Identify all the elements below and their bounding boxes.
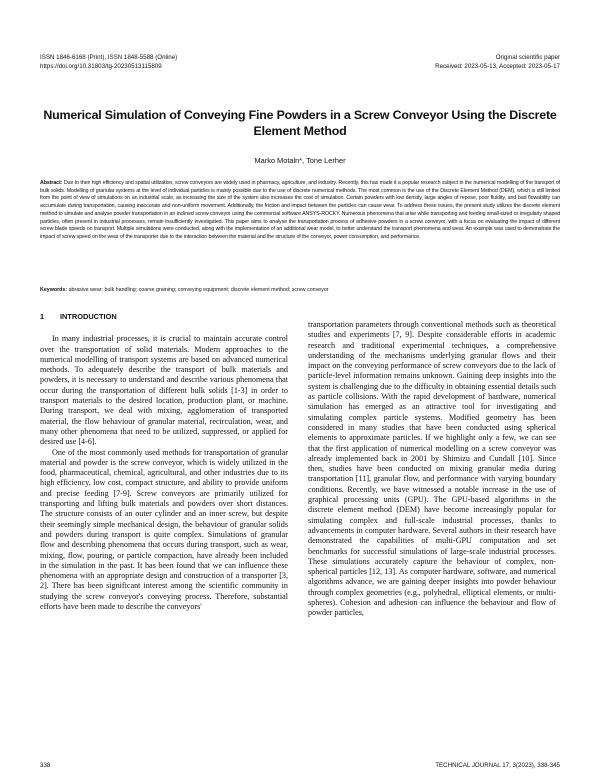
paper-type: Original scientific paper [495, 54, 560, 61]
intro-paragraph-1: In many industrial processes, it is crucial to maintain accurate control over the transportation of solid materials. Modern approaches to the numerical modelling of transport systems are based on advanced numerical methods. To adequately describe the transport of bulk materials and powders, it is necessary to understand and describe various phenomena that occur during the transportation of different bulk solids [1-3] in order to transport materials to the desired location, production plant, or machine. During transport, we deal with mixing, agglomeration of transported material, the flow behaviour of granular material, recirculation, wear, and many other phenomena that need to be utilized, suppressed, or applied for desired use [4-6]. [40, 334, 288, 447]
section-title: INTRODUCTION [60, 312, 117, 321]
section-number: 1 [40, 312, 45, 321]
keywords-label: Keywords: [40, 287, 68, 293]
section-heading [40, 312, 288, 322]
intro-paragraph-2: One of the most commonly used methods for transportation of granular material and powder is the screw conveyor, which is widely utilized in the food, pharmaceutical, chemical, agricultural, and other industries due to its high efficiency, low cost, compact structure, and ability to provide uniform and precise feeding [7-9]. Screw conveyors are primarily utilized for transporting and lifting bulk materials and powders over short distances. The structure consists of an outer cylinder and an inner screw, but despite their seemingly simple mechanical design, the behaviour of granular solids and powders during transport is quite complex. Simulations of granular flow and describing phenomena that occurs during transport, such as wear, mixing, flow, pouring, or particle compaction, have already been included in the simulation in the past. It has been found that we can influence these phenomena with an appropriate design and construction of a transporter [3, 2]. There has been significant interest among the scientific community in studying the screw conveyor's conveying process. Therefore, substantial efforts have been made to describe the conveyors' [40, 447, 288, 612]
keywords [40, 286, 560, 294]
keywords-text: abrasive wear; bulk handling; coarse graining; conveying equipment; discrete element method; screw conveyor [68, 287, 329, 293]
doi-link[interactable]: https://doi.org/10.31803/tg-20230513115809 [40, 63, 162, 70]
abstract [40, 180, 560, 242]
right-column [308, 320, 556, 782]
abstract-label: Abstract: [40, 180, 63, 186]
journal-citation: TECHNICAL JOURNAL 17, 3(2023), 338-345 [435, 762, 560, 769]
received-accepted-dates: Received: 2023-05-13, Accepted: 2023-05-17 [435, 63, 560, 70]
intro-paragraph-continued: transportation parameters through conventional methods such as theoretical studies and experiments [7, 9]. Despite considerable efforts in academic research and traditional experimental techniques, a comprehensive understanding of the mechanisms underlying granular flows and their impact on the conveying performance of screw conveyors due to the lack of particle-level information remains unknown. Gaining deep insights into the system is challenging due to the difficulty in obtaining essential details such as particle collisions. With the rapid development of hardware, numerical simulation has emerged as an attractive tool for investigating and simulating complex particle systems. Modified geometry has been considered in many studies that have been conducted using spherical elements to approximate particles. If we highlight only a few, we can see that the first application of numerical modelling on a screw conveyor was already implemented back in 2001 by Shimizu and Cundall [10]. Since then, studies have been conducted on mixing granular media during transportation [11], granular flow, and performance with varying boundary conditions. Recently, we have witnessed a notable increase in the use of graphical processing units (GPU). The GPU-based algorithms in the discrete element method (DEM) have become increasingly popular for simulating complex and full-scale industrial processes, thanks to advancements in computer hardware. Several authors in their research have demonstrated the capabilities of multi-GPU computation and set benchmarks for successful simulations of large-scale industrial processes. These simulations accurately capture the behaviour of complex, non-spherical particles [12, 13]. As computer hardware, software, and numerical algorithms advance, we are gaining deeper insights into powder behaviour through complex geometries (e.g., polyhedral, elliptical elements, or multi-spheres). Cohesion and adhesion can influence the behaviour and flow of powder particles, [308, 320, 556, 618]
authors: Marko Motaln*, Tone Lerher [254, 156, 346, 165]
header-left [40, 53, 177, 71]
header-right [435, 53, 560, 71]
abstract-text: Due to their high efficiency and spatial utilization, screw conveyors are widely used in pharmacy, agriculture, and industry. Recently, this has made it a popular research subject in the numerical modelling of the transport of bulk solids. Modelling of granular systems at the level of individual particles is mainly possible due to the use of discrete numerical methods. The most common is the use of the Discrete Element Method (DEM), which is still limited from the point of view of simulations on an industrial scale, as increasing the size of the system also increases the cost of simulation. Certain powders with low density, large angles of repose, poor fluidity, and bad flowability can accumulate during transportation, causing inaccurate and non-uniform movement. Additionally, the friction and impact between the particles can cause wear. To address these issues, the present study utilizes the discrete element method to simulate and analyse powder transportation in an inclined screw conveyor using the commercial software ANSYS-ROCKY. Numerous phenomena that arise while transporting and feeding small-sized or irregularly shaped particles, often present in industrial processes, remain insufficiently investigated. This paper aims to analyse the transportation process of adhesive powders in a screw conveyor, with a focus on evaluating the impact of different screw blade speeds on transport. Multiple simulations were conducted, along with the implementation of an additional wear model, to better understand the transport phenomena and wear. An example was used to demonstrate the impact of screw speed on the wear of the transporter due to the interaction between the material and the structure of the conveyor, power consumption, and performance. [40, 180, 560, 240]
issn-line: ISSN 1846-6168 (Print), ISSN 1848-5588 (Online) [40, 54, 178, 61]
page-number: 338 [40, 762, 51, 769]
paper-title: Numerical Simulation of Conveying Fine Powders in a Screw Conveyor Using the Discrete Element Method [43, 108, 557, 138]
left-column [40, 308, 288, 770]
